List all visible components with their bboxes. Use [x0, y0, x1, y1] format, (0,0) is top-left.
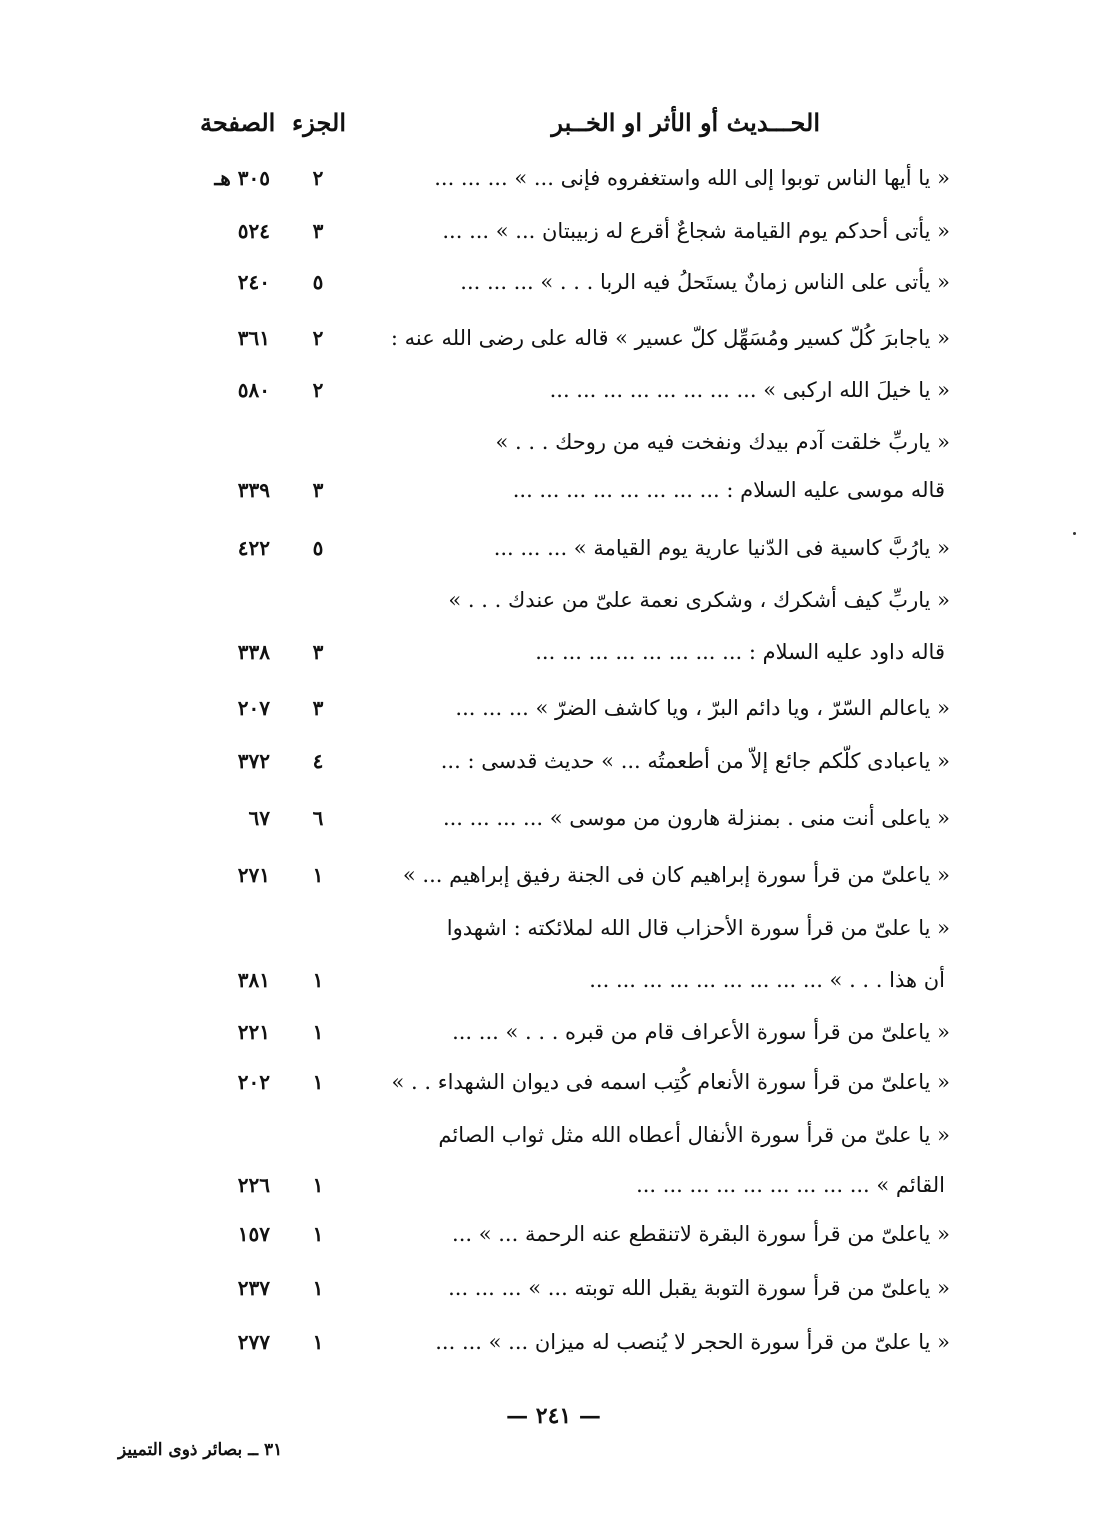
table-row [0, 370, 1107, 410]
entry-text: « يا خيلَ الله اركبى » ... ... ... ... ... ... ... ... [549, 378, 950, 402]
entry-part: ٢ [312, 166, 324, 190]
table-row [0, 960, 1107, 1000]
table-row [0, 262, 1107, 302]
entry-page: ٢٣٧ [237, 1276, 270, 1300]
table-row [0, 908, 1107, 948]
entry-part: ٣ [312, 219, 324, 243]
table-row [0, 1268, 1107, 1308]
entry-part: ١ [312, 1276, 324, 1300]
entry-text: « ياعلىّ من قرأ سورة إبراهيم كان فى الجنة رفيق إبراهيم ... » [402, 863, 950, 887]
entry-part: ٢ [312, 378, 324, 402]
entry-text: القائم » ... ... ... ... ... ... ... ... ... [636, 1173, 945, 1197]
entry-text: « يارُبَّ كاسية فى الدّنيا عارية يوم القيامة » ... ... ... [493, 536, 950, 560]
column-header-text: الحـــديث أو الأثر او الخــبر [551, 108, 820, 137]
table-row [0, 422, 1107, 462]
entry-text: قاله موسى عليه السلام : ... ... ... ... ... ... ... ... [512, 478, 945, 502]
entry-text: « ياربِّ خلقت آدم بيدك ونفخت فيه من روحك . . . » [495, 430, 950, 454]
column-header-part: الجزء [292, 108, 346, 137]
entry-text: « يأتى على الناس زمانٌ يستَحلُ فيه الربا . . . » ... ... ... [460, 270, 950, 294]
entry-text: « ياعالم السّرّ ، ويا دائم البرّ ، ويا كاشف الضرّ » ... ... ... [455, 696, 950, 720]
entry-page: ٣٧٢ [237, 749, 270, 773]
entry-part: ١ [312, 968, 324, 992]
entry-part: ٥ [312, 536, 324, 560]
table-row [0, 580, 1107, 620]
entry-part: ١ [312, 863, 324, 887]
entry-text: « ياربِّ كيف أشكرك ، وشكرى نعمة علىّ من عندك . . . » [448, 588, 950, 612]
entry-page: ٢٠٧ [237, 696, 270, 720]
entry-part: ٦ [312, 806, 324, 830]
table-row [0, 1322, 1107, 1362]
entry-text: أن هذا . . . » ... ... ... ... ... ... ... ... ... [589, 968, 945, 992]
entry-part: ١ [312, 1070, 324, 1094]
table-row [0, 158, 1107, 198]
entry-text: « يا علىّ من قرأ سورة الأحزاب قال الله لملائكته : اشهدوا [446, 916, 950, 940]
entry-text: « ياعلىّ من قرأ سورة البقرة لاتنقطع عنه الرحمة ... » ... [452, 1222, 950, 1246]
entry-page: ٢٠٢ [237, 1070, 270, 1094]
table-row [0, 318, 1107, 358]
entry-text: « يأتى أحدكم يوم القيامة شجاعٌ أقرع له زبيبتان ... » ... ... [442, 219, 950, 243]
entry-text: « يا علىّ من قرأ سورة الحجر لا يُنصب له ميزان ... » ... ... [435, 1330, 950, 1354]
entry-page: ٣٨١ [237, 968, 270, 992]
table-row [0, 1214, 1107, 1254]
entry-part: ٣ [312, 478, 324, 502]
entry-text: « ياعلى أنت منى . بمنزلة هارون من موسى » ... ... ... ... [442, 806, 950, 830]
entry-part: ٣ [312, 696, 324, 720]
page-number: — ٢٤١ — [506, 1403, 601, 1429]
entry-page: ٥٢٤ [237, 219, 270, 243]
entry-page: ٣٣٨ [237, 640, 270, 664]
table-row [0, 1012, 1107, 1052]
entry-text: « يا علىّ من قرأ سورة الأنفال أعطاه الله مثل ثواب الصائم [438, 1123, 950, 1147]
table-row [0, 211, 1107, 251]
table-row [0, 1115, 1107, 1155]
table-row [0, 855, 1107, 895]
table-row [0, 528, 1107, 568]
entry-page: ١٥٧ [237, 1222, 270, 1246]
entry-page: ٢٤٠ [237, 270, 270, 294]
entry-page: ٤٢٢ [237, 536, 270, 560]
column-header-page: الصفحة [200, 108, 276, 137]
entry-page: ٣٣٩ [237, 478, 270, 502]
entry-part: ١ [312, 1222, 324, 1246]
entry-part: ٢ [312, 326, 324, 350]
entry-page: ٦٧ [248, 806, 270, 830]
entry-page: ٢٧٧ [237, 1330, 270, 1354]
footer-signature: ٣١ ــ بصائر ذوى التمييز [118, 1440, 283, 1460]
entry-part: ٤ [312, 749, 324, 773]
entry-text: « ياعبادى كلّكم جائع إلاّ من أطعمتُه ... » حديث قدسى : ... [440, 749, 950, 773]
entry-text: « ياعلىّ من قرأ سورة الأنعام كُتِب اسمه فى ديوان الشهداء . . » [391, 1070, 950, 1094]
table-row [0, 1165, 1107, 1205]
entry-page: ٣٦١ [237, 326, 270, 350]
entry-part: ٣ [312, 640, 324, 664]
entry-text: « ياجابرَ كُلّ كسير ومُسَهِّل كلّ عسير » قاله على رضى الله عنه : [390, 326, 950, 350]
entry-page: ٣٠٥ هـ [214, 166, 270, 190]
table-row [0, 470, 1107, 510]
entry-part: ٥ [312, 270, 324, 294]
table-row [0, 798, 1107, 838]
entry-text: « ياعلىّ من قرأ سورة الأعراف قام من قبره . . . » ... ... [452, 1020, 950, 1044]
entry-page: ٢٧١ [237, 863, 270, 887]
entry-part: ١ [312, 1173, 324, 1197]
table-row [0, 1062, 1107, 1102]
entry-page: ٢٢٦ [237, 1173, 270, 1197]
speck-mark [1073, 532, 1076, 535]
entry-text: « يا أيها الناس توبوا إلى الله واستغفروه فإنى ... » ... ... ... [434, 166, 950, 190]
table-row [0, 741, 1107, 781]
entry-page: ٥٨٠ [237, 378, 270, 402]
entry-page: ٢٢١ [237, 1020, 270, 1044]
table-row [0, 632, 1107, 672]
entry-text: قاله داود عليه السلام : ... ... ... ... ... ... ... ... [535, 640, 945, 664]
entry-text: « ياعلىّ من قرأ سورة التوبة يقبل الله توبته ... » ... ... ... [448, 1276, 950, 1300]
entry-part: ١ [312, 1330, 324, 1354]
entry-part: ١ [312, 1020, 324, 1044]
table-row [0, 688, 1107, 728]
